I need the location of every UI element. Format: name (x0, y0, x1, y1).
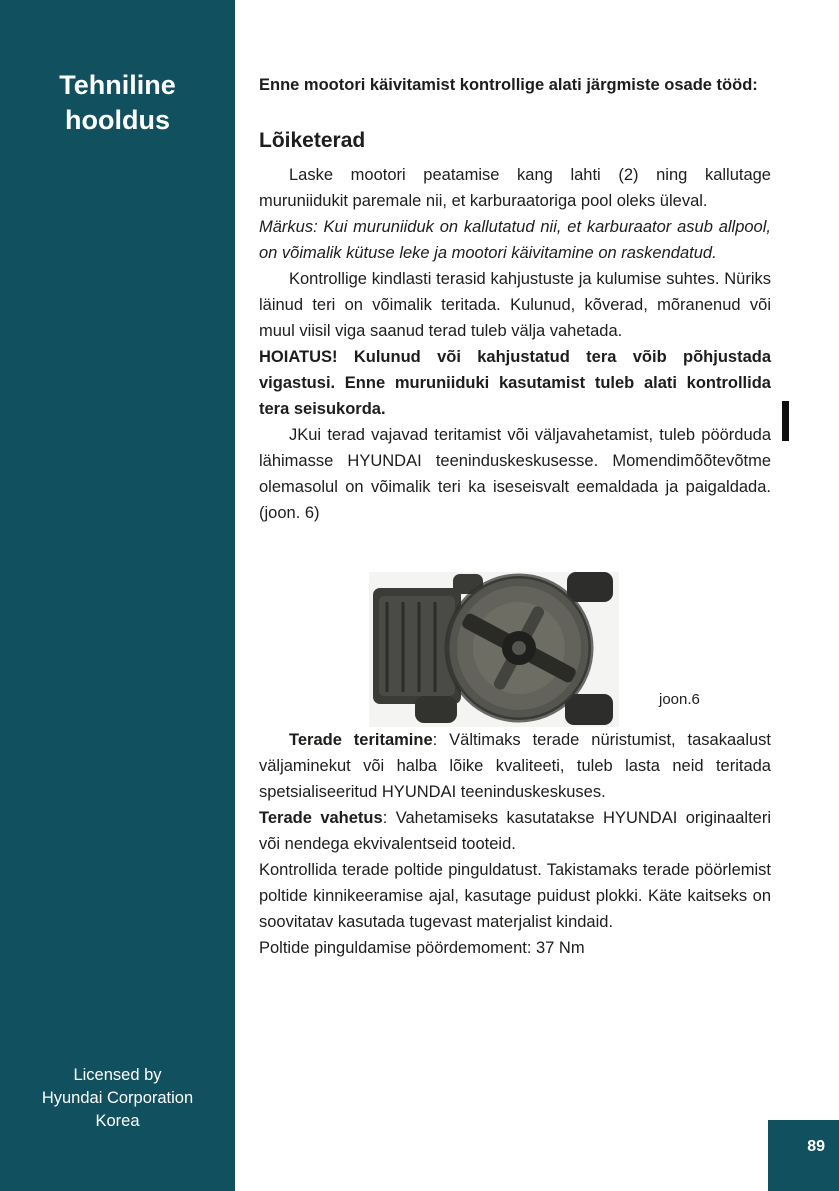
figure-caption: joon.6 (659, 691, 700, 708)
figure-mower-bottom (369, 572, 700, 727)
license-line3: Korea (95, 1111, 140, 1130)
chapter-title-line2: hooldus (65, 105, 170, 136)
sharpening-label: Terade teritamine (289, 731, 433, 749)
license-line1: Licensed by (73, 1065, 162, 1084)
main-content (259, 72, 771, 961)
replacement-text: : Vahetamiseks kasutatakse HYUNDAI originaalteri või nendega ekvivalentseid tooteid. (259, 809, 772, 853)
page-number-box (768, 1120, 839, 1191)
paragraph-blade-release: Laske mootori peatamise kang lahti (2) ning kallutage muruniidukit paremale nii, et karburaatoriga pool oleks üleval. (259, 166, 771, 210)
sidebar (0, 0, 235, 1191)
paragraph-blade-inspection: Kontrollige kindlasti terasid kahjustuste ja kulumise suhtes. Nüriks läinud teri on võimalik teritada. Kulunud, kõverad, mõranenud või muul viisil viga saanud terad tuleb välja vahetada. (259, 270, 771, 340)
section-title: Lõiketerad (259, 129, 366, 152)
page-number: 89 (807, 1137, 825, 1155)
license-line2: Hyundai Corporation (41, 1088, 194, 1107)
sharpening-text: : Vältimaks terade nüristumist, tasakaalust väljaminekut või halba lõike kvaliteeti, tuleb lasta neid teritada spetsialiseeritud HYUNDAI teeninduskeskuses. (259, 731, 772, 801)
replacement-label: Terade vahetus (259, 809, 383, 827)
print-registration-mark (782, 401, 789, 441)
warning-text: HOIATUS! Kulunud või kahjustatud tera võib põhjustada vigastusi. Enne muruniiduki kasutamist tuleb alati kontrollida tera seisukorda. (259, 348, 771, 418)
chapter-title-line1: Tehniline (59, 70, 176, 100)
paragraph-sharpening (259, 727, 771, 805)
mower-bottom-view-image (369, 572, 619, 727)
paragraph-service-center: JKui terad vajavad teritamist või väljavahetamist, tuleb pöörduda lähimasse HYUNDAI teeninduskeskusesse. Momendimõõtevõtme olemasolul on võimalik teri ka iseseisvalt eemaldada ja paigaldada. (joon. 6) (259, 426, 771, 522)
torque-text: Poltide pinguldamise pöördemoment: 37 Nm (259, 939, 585, 957)
intro-text: Enne mootori käivitamist kontrollige alati järgmiste osade tööd: (259, 76, 758, 94)
paragraph-replacement (259, 805, 771, 857)
chapter-title (0, 68, 235, 138)
note-text: Märkus: Kui muruniiduk on kallutatud nii, et karburaator asub allpool, on võimalik kütuse leke ja mootori käivitamine on raskendatud. (259, 218, 771, 262)
license-text (0, 1064, 235, 1133)
paragraph-bolts: Kontrollida terade poltide pinguldatust. Takistamaks terade pöörlemist poltide kinnikeeramise ajal, kasutage puidust plokki. Käte kaitseks on soovitatav kasutada tugevast materjalist kindaid. (259, 861, 771, 931)
